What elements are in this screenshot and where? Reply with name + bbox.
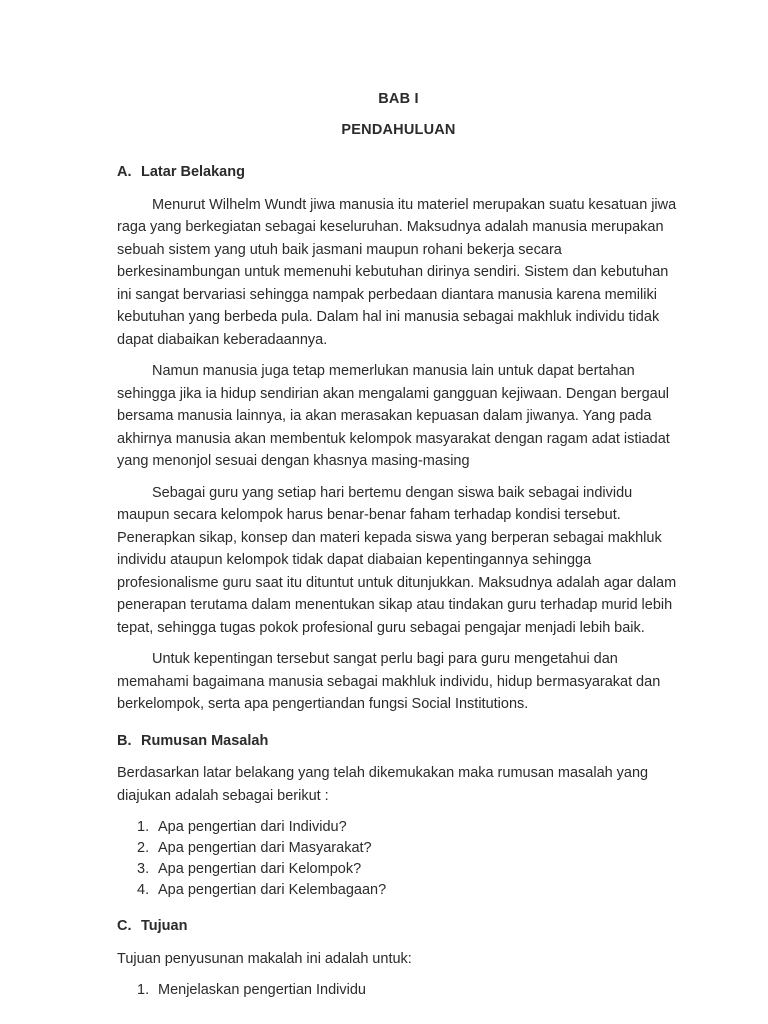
subject-heading: PENDAHULUAN <box>341 121 456 138</box>
list-item-label: Apa pengertian dari Masyarakat? <box>158 840 372 856</box>
section-label-b: Rumusan Masalah <box>141 732 269 749</box>
list-item <box>117 817 680 838</box>
list-item <box>117 838 680 859</box>
paragraph: Sebagai guru yang setiap hari bertemu dengan siswa baik sebagai individu maupun secara kelompok harus benar-benar faham terhadap kondisi tersebut. Penerapkan sikap, konsep dan materi kepada siswa yang berperan sebagai makhluk individu ataupun kelompok tidak dapat diabaian kepentingannya sehingga profesionalisme guru saat itu dituntut untuk ditunjukkan. Maksudnya adalah agar dalam penerapan terutama dalam menentukan sikap atau tindakan guru terhadap murid lebih tepat, sehingga tugas pokok profesional guru sebagai pengajar menjadi lebih baik. <box>117 484 677 636</box>
list-item-label: Menjelaskan pengertian Individu <box>158 982 366 998</box>
chapter-heading: BAB I <box>378 91 419 107</box>
tujuan-list <box>117 980 680 1001</box>
section-label-a: Latar Belakang <box>141 164 245 180</box>
section-marker-b: B. <box>117 732 132 749</box>
section-marker-c: C. <box>117 918 132 934</box>
list-item-number: 1. <box>137 982 150 998</box>
list-item-number: 3. <box>137 861 150 877</box>
list-item-label: Apa pengertian dari Kelembagaan? <box>158 882 387 898</box>
paragraph: Namun manusia juga tetap memerlukan manusia lain untuk dapat bertahan sehingga jika ia hidup sendirian akan mengalami gangguan kejiwaan. Dengan bergaul bersama manusia lainnya, ia akan merasakan kepuasan dalam jiwanya. Yang pada akhirnya manusia akan membentuk kelompok masyarakat dengan ragam adat istiadat yang menonjol sesuai dengan khasnya masing-masing <box>117 363 670 469</box>
section-marker-a: A. <box>117 164 132 180</box>
list-item-label: Apa pengertian dari Individu? <box>158 819 347 835</box>
section-intro-c: Tujuan penyusunan makalah ini adalah untuk: <box>117 950 412 967</box>
paragraph: Untuk kepentingan tersebut sangat perlu bagi para guru mengetahui dan memahami bagaimana manusia sebagai makhluk individu, hidup bermasyarakat dan berkelompok, serta apa pengertiandan fungsi Social Institutions. <box>117 651 661 712</box>
rumusan-masalah-list <box>117 817 680 901</box>
list-item-number: 1. <box>137 819 150 835</box>
section-heading-c <box>117 915 680 938</box>
list-item <box>117 880 680 901</box>
section-heading-a <box>117 161 680 184</box>
paragraph: Menurut Wilhelm Wundt jiwa manusia itu materiel merupakan suatu kesatuan jiwa raga yang berkegiatan sebagai keseluruhan. Maksudnya adalah manusia merupakan sebuah sistem yang utuh baik jasmani maupun rohani bekerja secara berkesinambungan untuk memenuhi kebutuhan dirinya sendiri. Sistem dan kebutuhan ini sangat bervariasi sehingga nampak perbedaan diantara manusia karena memiliki kebutuhan yang berbeda pula. Dalam hal ini manusia sebagai makhluk individu tidak dapat diabaikan keberadaannya. <box>117 196 677 348</box>
list-item <box>117 980 680 1001</box>
text-column <box>117 88 680 1001</box>
section-intro-b: Berdasarkan latar belakang yang telah dikemukakan maka rumusan masalah yang diajukan adalah sebagai berikut : <box>117 765 649 804</box>
list-item-number: 2. <box>137 840 150 856</box>
section-heading-b <box>117 730 680 753</box>
list-item-label: Apa pengertian dari Kelompok? <box>158 861 362 877</box>
list-item <box>117 859 680 880</box>
section-label-c: Tujuan <box>141 918 188 934</box>
list-item-number: 4. <box>137 882 150 898</box>
